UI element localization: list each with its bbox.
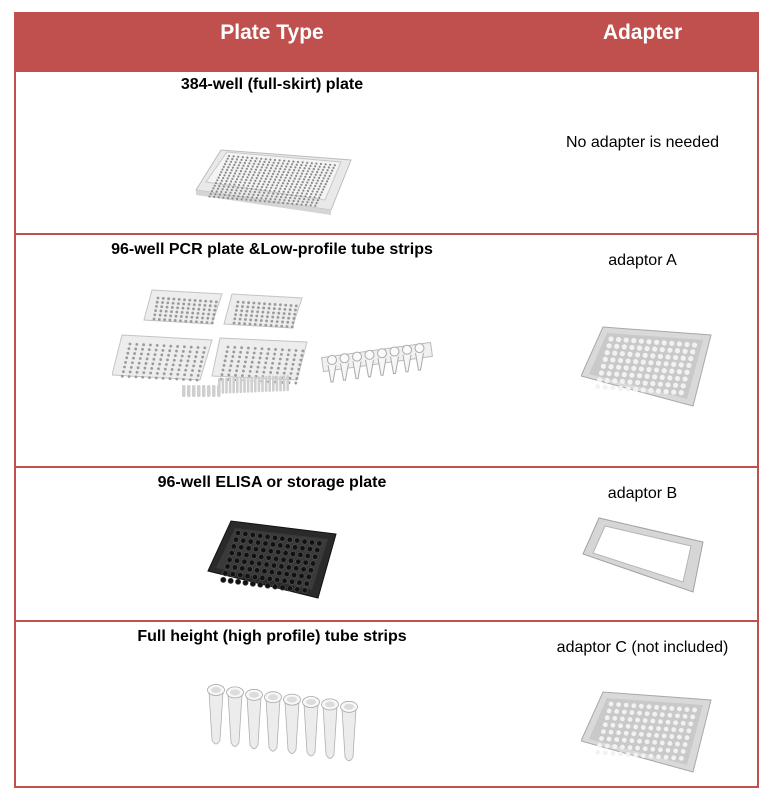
table-row (16, 622, 757, 786)
plate-adapter-table (14, 12, 759, 788)
plate-type-label: 96-well ELISA or storage plate (157, 474, 387, 491)
pcr-plates-and-tube-strips-image (112, 280, 442, 400)
table-row (16, 70, 757, 235)
plate-type-label: 384-well (full-skirt) plate (180, 76, 364, 93)
adapter-label: adaptor C (not included) (556, 639, 729, 656)
elisa-storage-plate-image (206, 516, 341, 601)
adaptor-a-image (581, 321, 716, 409)
plate-type-label: Full height (high profile) tube strips (137, 628, 407, 645)
adapter-label: adaptor A (608, 252, 677, 269)
table-row (16, 235, 757, 468)
table-row (16, 468, 757, 622)
adaptor-c-image (581, 686, 716, 776)
adapter-label: adaptor B (607, 485, 678, 502)
high-profile-tube-strips-image (196, 672, 371, 762)
384-well-plate-image (191, 120, 361, 215)
adapter-label: No adapter is needed (566, 134, 719, 151)
table-header (16, 14, 757, 72)
plate-type-label: 96-well PCR plate &Low-profile tube strips (111, 241, 433, 258)
header-plate-type: Plate Type (220, 21, 324, 44)
adaptor-b-image (581, 516, 706, 596)
header-adapter: Adapter (602, 21, 683, 44)
